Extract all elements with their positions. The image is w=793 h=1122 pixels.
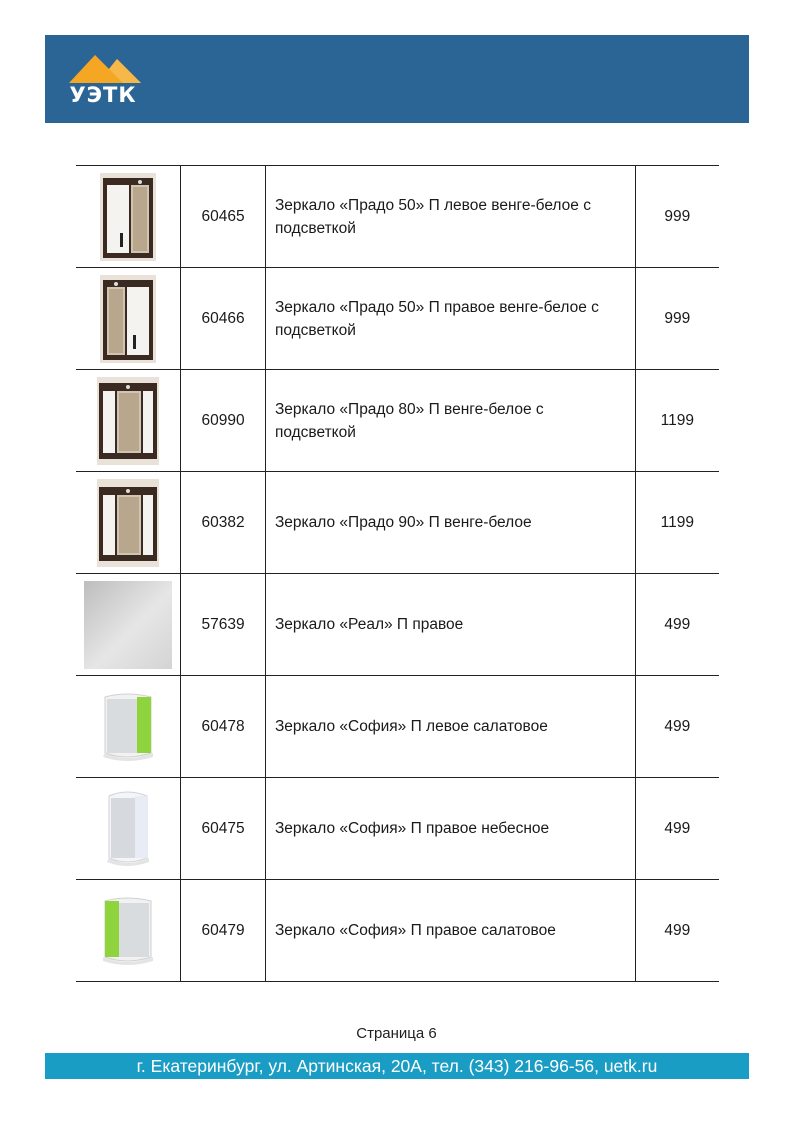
company-logo (65, 51, 145, 111)
prado-50-left-photo (100, 173, 156, 261)
roof-logo-icon (65, 51, 145, 87)
page-number: Страница 6 (356, 1025, 437, 1042)
product-name: Зеркало «Прадо 80» П венге-белое с подсветкой (265, 370, 635, 472)
product-price: 499 (635, 880, 719, 982)
product-code: 60990 (181, 370, 266, 472)
product-image-cell (76, 574, 181, 676)
product-name: Зеркало «София» П правое небесное (265, 778, 635, 880)
product-name: Зеркало «Реал» П правое (265, 574, 635, 676)
product-code: 60479 (181, 880, 266, 982)
product-code: 57639 (181, 574, 266, 676)
product-price: 1199 (635, 370, 719, 472)
product-image-cell (76, 166, 181, 268)
product-code: 60475 (181, 778, 266, 880)
table-row (76, 676, 719, 778)
product-image-cell (76, 268, 181, 370)
product-table (76, 165, 719, 982)
product-code: 60466 (181, 268, 266, 370)
table-row (76, 778, 719, 880)
product-image-cell (76, 880, 181, 982)
sofia-left-green-photo (97, 691, 159, 763)
product-name: Зеркало «Прадо 90» П венге-белое (265, 472, 635, 574)
product-price: 1199 (635, 472, 719, 574)
table-row (76, 166, 719, 268)
prado-80-photo (97, 377, 159, 465)
table-row (76, 574, 719, 676)
product-name: Зеркало «Прадо 50» П правое венге-белое с подсветкой (265, 268, 635, 370)
table-row (76, 472, 719, 574)
sofia-right-sky-photo (103, 788, 153, 870)
product-price: 499 (635, 574, 719, 676)
product-price: 999 (635, 166, 719, 268)
product-image-cell (76, 472, 181, 574)
product-image-cell (76, 778, 181, 880)
footer-contact-bar: г. Екатеринбург, ул. Артинская, 20А, тел. (343) 216-96-56, uetk.ru (45, 1053, 749, 1079)
product-name: Зеркало «София» П правое салатовое (265, 880, 635, 982)
page-header (45, 35, 749, 123)
logo-text: УЭТК (69, 83, 137, 107)
prado-90-photo (97, 479, 159, 567)
product-code: 60478 (181, 676, 266, 778)
product-price: 499 (635, 676, 719, 778)
prado-50-right-photo (100, 275, 156, 363)
product-name: Зеркало «София» П левое салатовое (265, 676, 635, 778)
product-image-cell (76, 370, 181, 472)
product-price: 999 (635, 268, 719, 370)
table-row (76, 370, 719, 472)
product-name: Зеркало «Прадо 50» П левое венге-белое с подсветкой (265, 166, 635, 268)
table-row (76, 268, 719, 370)
table-row (76, 880, 719, 982)
sofia-right-green-photo (97, 895, 159, 967)
product-price: 499 (635, 778, 719, 880)
product-image-cell (76, 676, 181, 778)
product-code: 60382 (181, 472, 266, 574)
real-mirror-photo (84, 581, 172, 669)
product-code: 60465 (181, 166, 266, 268)
